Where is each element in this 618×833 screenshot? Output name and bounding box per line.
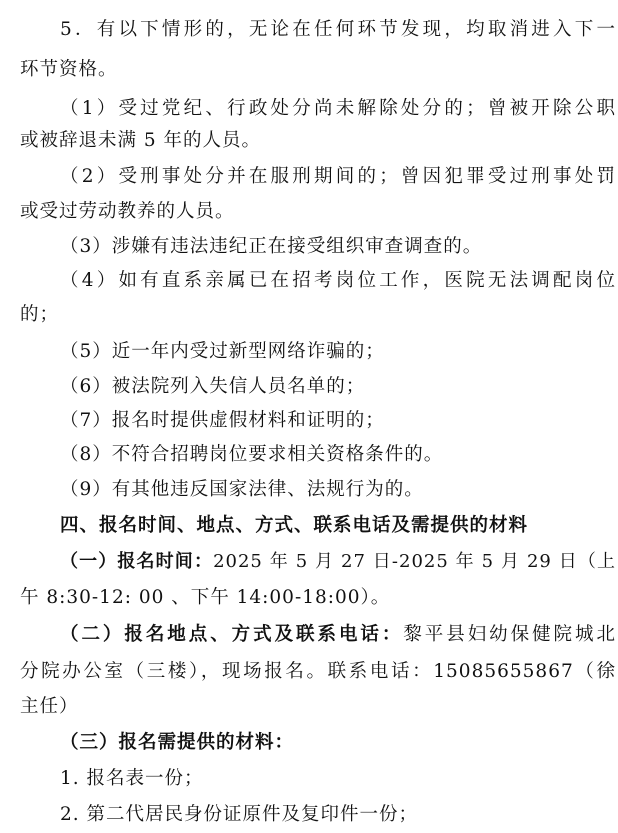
registration-place-value: 黎平县妇幼保健院城北: [403, 624, 616, 645]
registration-time-line-2: 午 8:30-12: 00 、下午 14:00-18:00）。: [20, 587, 391, 608]
registration-time-label: （一）报名时间：: [60, 551, 214, 572]
condition-2-line-1: （2）受刑事处分并在服刑期间的；曾因犯罪受过刑事处罚: [60, 166, 616, 187]
section-4-heading: 四、报名时间、地点、方式、联系电话及需提供的材料: [60, 515, 529, 536]
registration-time-line-1: [60, 550, 616, 574]
condition-2-line-2: 或受过劳动教养的人员。: [20, 201, 235, 222]
registration-place-line-3: 主任）: [20, 696, 79, 717]
condition-1-line-2: 或被辞退未满 5 年的人员。: [20, 130, 262, 151]
registration-time-value: 2025 年 5 月 27 日-2025 年 5 月 29 日（上: [213, 551, 616, 572]
condition-7: （7）报名时提供虚假材料和证明的；: [60, 410, 385, 431]
condition-4-line-1: （4）如有直系亲属已在招考岗位工作，医院无法调配岗位: [60, 270, 616, 291]
condition-8: （8）不符合招聘岗位要求相关资格条件的。: [60, 444, 444, 465]
materials-item-1: 1. 报名表一份；: [60, 768, 204, 789]
registration-place-line-1: [60, 623, 616, 647]
para-5-line-2: 环节资格。: [20, 59, 118, 80]
condition-9: （9）有其他违反国家法律、法规行为的。: [60, 479, 424, 500]
condition-1-line-1: （1）受过党纪、行政处分尚未解除处分的；曾被开除公职: [60, 98, 616, 119]
condition-4-line-2: 的；: [20, 304, 60, 325]
condition-5: （5）近一年内受过新型网络诈骗的；: [60, 341, 385, 362]
materials-item-2: 2. 第二代居民身份证原件及复印件一份；: [60, 804, 419, 825]
materials-heading: （三）报名需提供的材料：: [60, 732, 295, 753]
condition-3: （3）涉嫌有违法违纪正在接受组织审查调查的。: [60, 236, 483, 257]
registration-place-line-2: 分院办公室（三楼），现场报名。联系电话：15085655867（徐: [20, 661, 616, 682]
condition-6: （6）被法院列入失信人员名单的；: [60, 376, 366, 397]
para-5-line-1: 5．有以下情形的，无论在任何环节发现，均取消进入下一: [60, 19, 616, 40]
registration-place-label: （二）报名地点、方式及联系电话：: [60, 624, 404, 645]
